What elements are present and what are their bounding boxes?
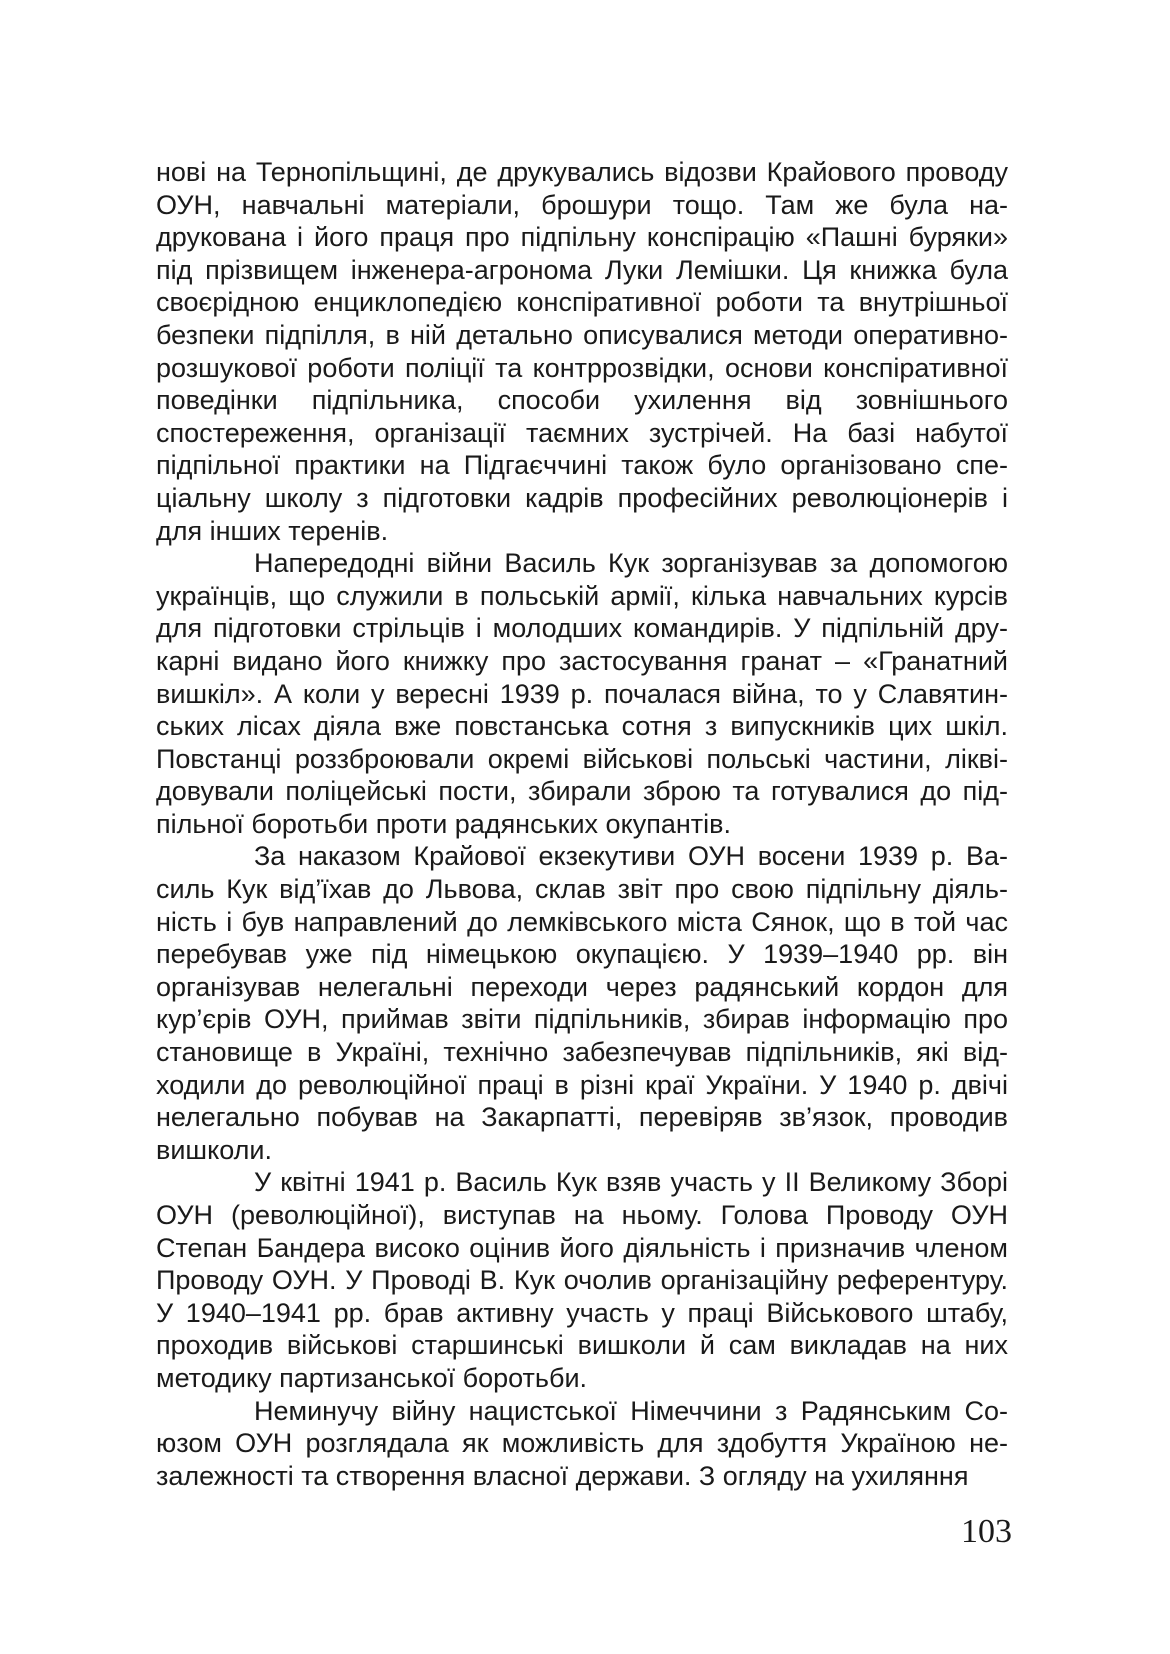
body-text bbox=[156, 156, 1008, 1492]
paragraph: Неминучу війну нацистської Німеччини з Радянським Союзом ОУН розглядала як можливість для здобуття Україною незалежності та створення власної держави. З огляду на ухиляння bbox=[156, 1395, 1008, 1491]
page-number: 103 bbox=[961, 1513, 1012, 1550]
paragraph: У квітні 1941 р. Василь Кук взяв участь у II Великому Зборі ОУН (революційної), виступав на ньому. Голова Проводу ОУН Степан Бандера високо оцінив його діяльність і призначив членом Проводу ОУН. У Проводі В. Кук очолив організаційну референтуру. У 1940–1941 рр. брав активну участь у праці Військового штабу, проходив військові старшинські вишколи й сам викладав на них методику партизанської боротьби. bbox=[156, 1167, 1008, 1393]
paragraph-continued: нові на Тернопільщині, де друкувались відозви Крайового проводу ОУН, навчальні матеріали, брошури тощо. Там же була надрукована і його праця про підпільну конспірацію «Пашні буряки» під прізвищем інженера-агронома Луки Лемішки. Ця книжка була своєрідною енциклопедією конспіративної роботи та внутрішньої безпеки підпілля, в ній детально описувалися методи оперативно-розшукової роботи поліції та контррозвідки, основи конспіративної поведінки підпільника, способи ухилення від зовнішнього спостереження, організації таємних зустрічей. На базі набутої підпільної практики на Підгаєччині також було організовано спеціальну школу з підготовки кадрів професійних революціонерів і для інших теренів. bbox=[156, 157, 1008, 546]
paragraph: За наказом Крайової екзекутиви ОУН восени 1939 р. Василь Кук від’їхав до Львова, склав звіт про свою підпільну діяльність і був направлений до лемківського міста Сянок, що в той час перебував уже під німецькою окупацією. У 1939–1940 рр. він організував нелегальні переходи через радянський кордон для кур’єрів ОУН, приймав звіти підпільників, збирав інформацію про становище в Україні, технічно забезпечував підпільників, які відходили до революційної праці в різні краї України. У 1940 р. двічі нелегально побував на Закарпатті, перевіряв зв’язок, проводив вишколи. bbox=[156, 841, 1008, 1165]
paragraph: Напередодні війни Василь Кук зорганізував за допомогою українців, що служили в польській армії, кілька навчальних курсів для підготовки стрільців і молодших командирів. У підпільній друкарні видано його книжку про застосування гранат – «Гранатний вишкіл». А коли у вересні 1939 р. почалася війна, то у Славятинських лісах діяла вже повстанська сотня з випускників цих шкіл. Повстанці роззброювали окремі військові польські частини, ліквідовували поліцейські пости, збирали зброю та готувалися до підпільної боротьби проти радянських окупантів. bbox=[156, 548, 1008, 839]
